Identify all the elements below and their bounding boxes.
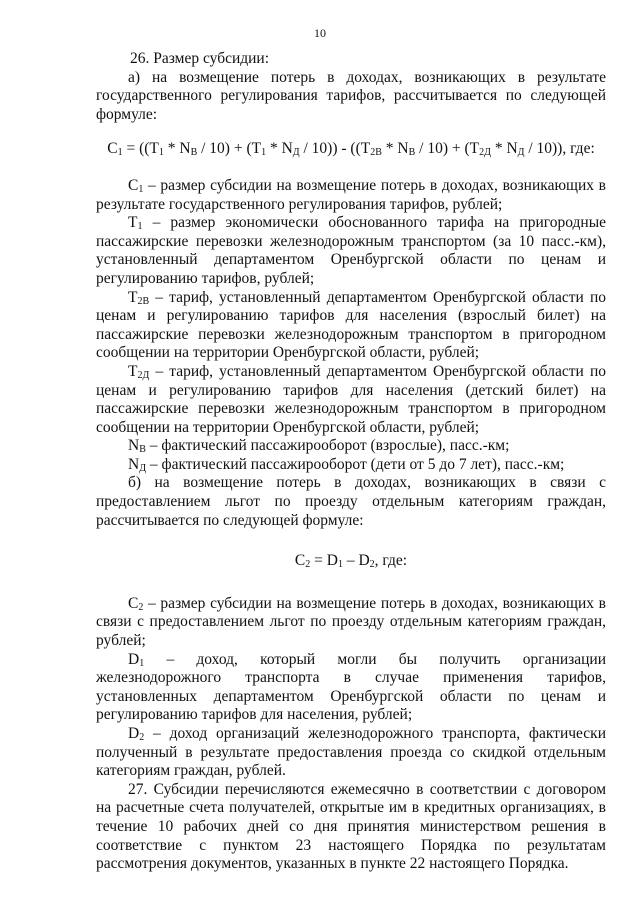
definition-d2: $D_2$ – доход организаций железнодорожного транспорта, фактически полученный в результате предоставления проезда со скидкой отдельным категориям граждан, рублей. bbox=[96, 725, 607, 780]
definition-nv: $N_В$ – фактический пассажирооборот (взрослые), пасс.-км; bbox=[128, 437, 510, 456]
definition-d1: $D_1$ – доход, который могли бы получить организации железнодорожного транспорта в случае применения тарифов, установленных департаментом Оренбургской области по ценам и регулированию тарифов для населения, рублей; bbox=[96, 650, 607, 724]
formula-c1: $C_1 = ((T_1 * N_В / 10) + (T_1 * N_Д / 10)) - ((T_{2В} * N_В / 10) + (T_{2Д} * N_Д / 10))$, где: bbox=[107, 140, 595, 159]
formula-c2: $C_2 = D_1 - D_2$, где: bbox=[294, 552, 408, 571]
document-body bbox=[96, 50, 606, 874]
paragraph-a: а) на возмещение потерь в доходах, возникающих в результате государственного регулирования тарифов, рассчитывается по следующей формуле: bbox=[96, 68, 606, 123]
definition-nd: $N_Д$ – фактический пассажирооборот (дети от 5 до 7 лет), пасс.-км; bbox=[128, 455, 565, 474]
definition-c1: $C_1$ – размер субсидии на возмещение потерь в доходах, возникающих в результате государственного регулирования тарифов, рублей; bbox=[96, 176, 606, 213]
definition-t1: $T_1$ – размер экономически обоснованного тарифа на пригородные пассажирские перевозки железнодорожным транспортом (за 10 пасс.-км), установленный департаментом Оренбургской области по ценам и регулированию тарифов, рублей; bbox=[96, 214, 606, 287]
page-number: 10 bbox=[314, 26, 326, 40]
definition-t2d: $T_{2Д}$ – тариф, установленный департаментом Оренбургской области по ценам и регулированию тарифов для населения (детский билет) на пассажирские перевозки железнодорожным транспортом в пригородном сообщении на территории Оренбургской области, рублей; bbox=[96, 362, 606, 436]
section-27: 27. Субсидии перечисляются ежемесячно в соответствии с договором на расчетные счета получателей, открытые им в кредитных организациях, в течение 10 рабочих дней со дня принятия министерством решения в соответствие с пунктом 23 настоящего Порядка по результатам рассмотрения документов, указанных в пункте 22 настоящего Порядка. bbox=[96, 780, 606, 873]
definition-t2v: $T_{2В}$ – тариф, установленный департаментом Оренбургской области по ценам и регулированию тарифов для населения (взрослый билет) на пассажирские перевозки железнодорожным транспортом в пригородном сообщении на территории Оренбургской области, рублей; bbox=[96, 288, 607, 362]
definition-c2: $C_2$ – размер субсидии на возмещение потерь в доходах, возникающих в связи с предоставлением льгот по проезду отдельным категориям граждан, рублей; bbox=[96, 594, 606, 650]
section-heading-26: 26. Размер субсидии: bbox=[130, 50, 270, 67]
paragraph-b: б) на возмещение потерь в доходах, возникающих в связи с предоставлением льгот по проезду отдельным категориям граждан, рассчитывается по следующей формуле: bbox=[96, 474, 606, 529]
